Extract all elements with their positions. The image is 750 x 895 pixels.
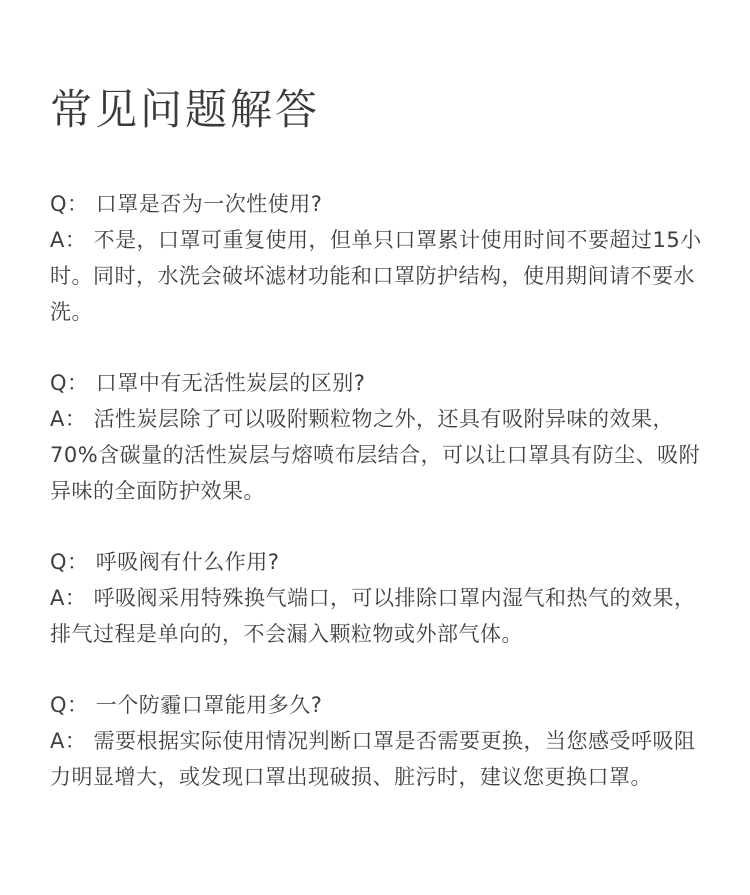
faq-question xyxy=(50,687,704,723)
faq-item xyxy=(50,365,704,509)
page-title: 常见问题解答 xyxy=(50,85,321,134)
faq-question xyxy=(50,544,704,580)
question-prefix: Q： xyxy=(50,550,89,574)
answer-prefix: A： xyxy=(50,228,87,252)
answer-text: 呼吸阀采用特殊换气端口，可以排除口罩内湿气和热气的效果，排气过程是单向的，不会漏入颗粒物或外部气体。 xyxy=(50,586,696,646)
answer-prefix: A： xyxy=(50,729,87,753)
faq-answer xyxy=(50,222,704,330)
question-text: 一个防霾口罩能用多久? xyxy=(95,693,323,717)
answer-prefix: A： xyxy=(50,407,87,431)
faq-list xyxy=(50,186,704,795)
answer-text: 不是，口罩可重复使用，但单只口罩累计使用时间不要超过15小时。同时，水洗会破坏滤材功能和口罩防护结构，使用期间请不要水洗。 xyxy=(50,228,702,324)
faq-question xyxy=(50,186,704,222)
faq-answer xyxy=(50,580,704,652)
question-text: 口罩中有无活性炭层的区别? xyxy=(95,371,366,395)
faq-item xyxy=(50,687,704,795)
question-prefix: Q： xyxy=(50,693,89,717)
faq-answer xyxy=(50,723,704,795)
faq-question xyxy=(50,365,704,401)
answer-text: 活性炭层除了可以吸附颗粒物之外，还具有吸附异味的效果，70%含碳量的活性炭层与熔喷布层结合，可以让口罩具有防尘、吸附异味的全面防护效果。 xyxy=(50,407,701,503)
answer-text: 需要根据实际使用情况判断口罩是否需要更换，当您感受呼吸阻力明显增大，或发现口罩出现破损、脏污时，建议您更换口罩。 xyxy=(50,729,696,789)
question-text: 呼吸阀有什么作用? xyxy=(95,550,280,574)
faq-item xyxy=(50,186,704,330)
question-prefix: Q： xyxy=(50,371,89,395)
question-text: 口罩是否为一次性使用? xyxy=(95,192,323,216)
faq-item xyxy=(50,544,704,652)
question-prefix: Q： xyxy=(50,192,89,216)
faq-answer xyxy=(50,401,704,509)
answer-prefix: A： xyxy=(50,586,87,610)
